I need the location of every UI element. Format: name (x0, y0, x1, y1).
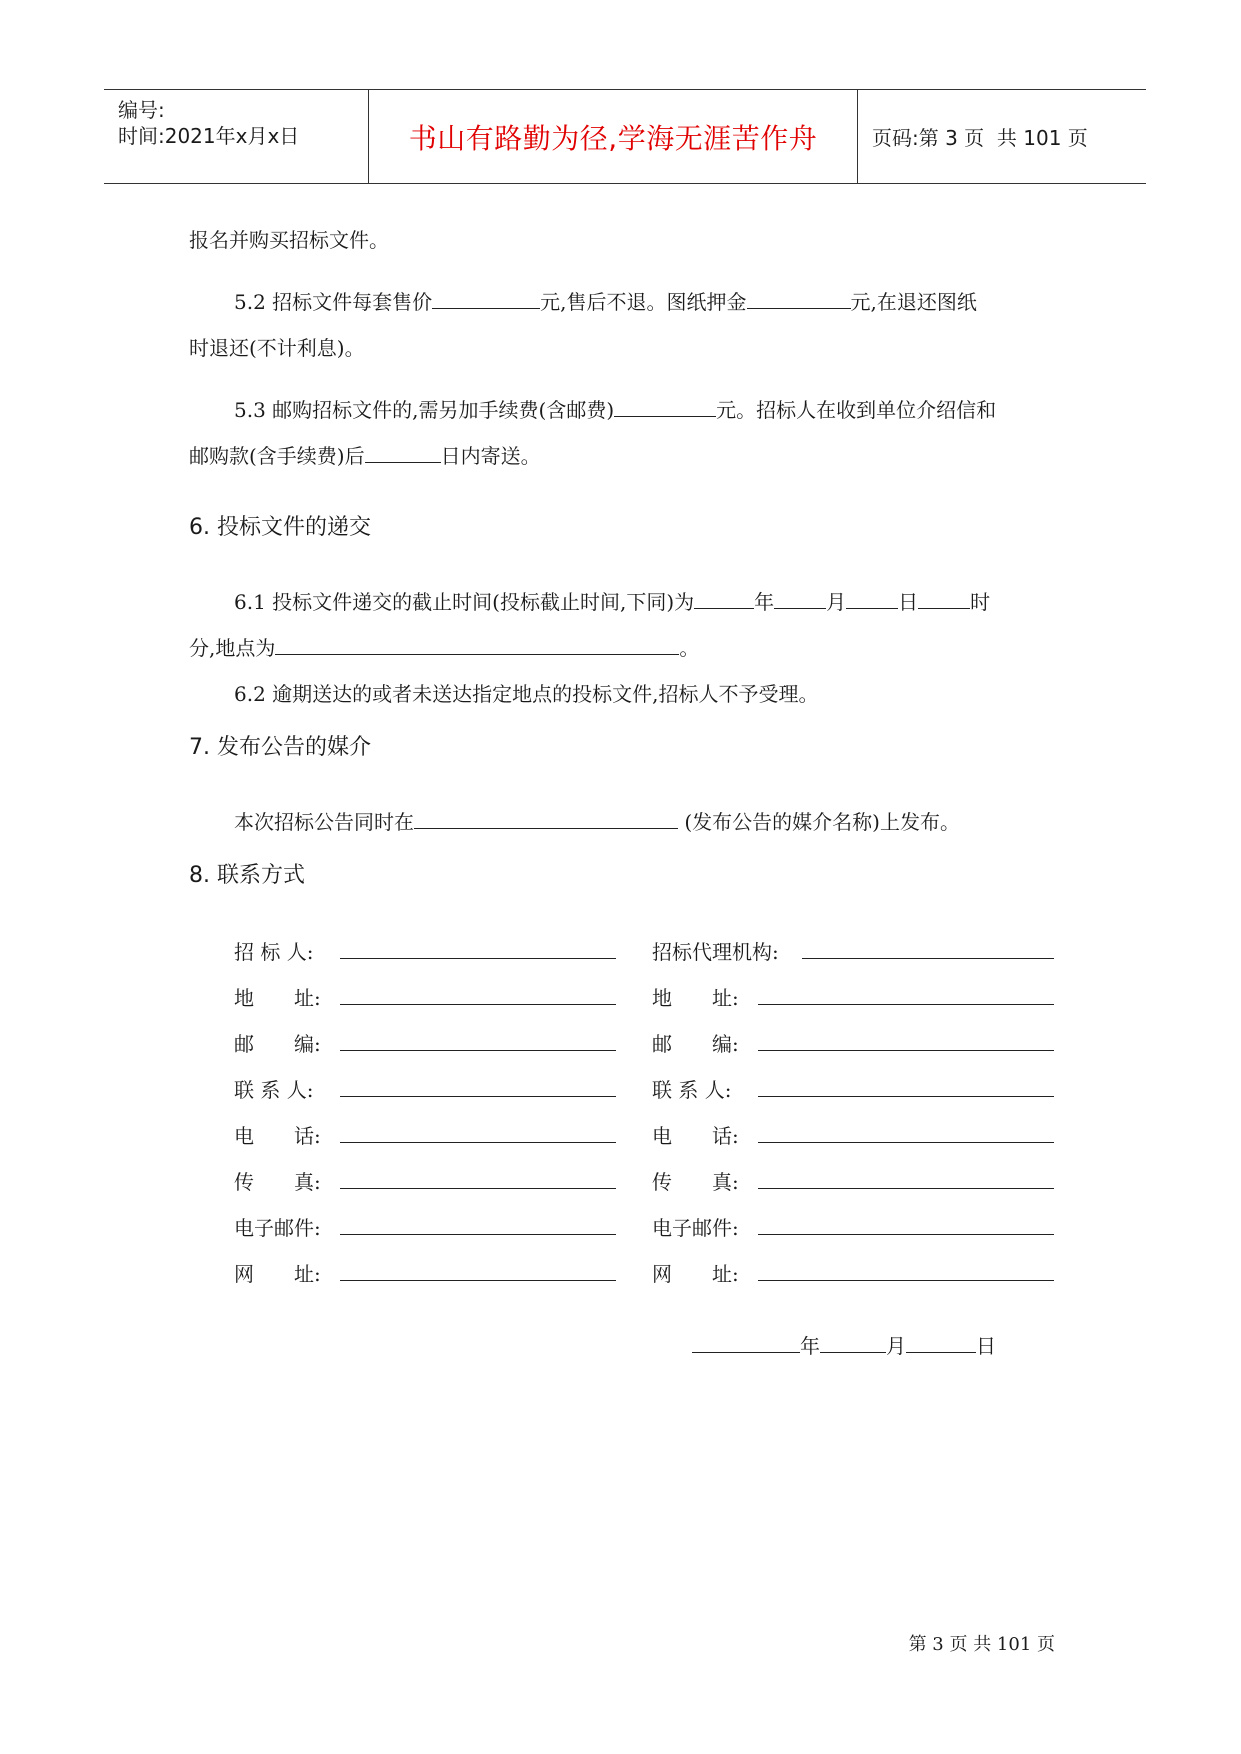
section-heading-6: 6. 投标文件的递交 (189, 515, 371, 540)
deadline-month-blank[interactable] (774, 588, 826, 609)
contact-left-row (234, 1074, 616, 1103)
contact-left-label: 传 真: (234, 1170, 321, 1194)
contact-right-row (652, 982, 1054, 1011)
p52-text-a: 5.2 招标文件每套售价 (234, 290, 433, 314)
contact-right-row (652, 1212, 1054, 1241)
p61-month: 月 (826, 590, 847, 614)
paragraph-5-3-cont (189, 442, 541, 470)
contact-right-field[interactable] (758, 984, 1054, 1005)
contact-left-row (234, 1120, 616, 1149)
contact-left-field[interactable] (340, 938, 616, 959)
deadline-year-blank[interactable] (694, 588, 754, 609)
section-heading-7: 7. 发布公告的媒介 (189, 735, 371, 760)
contact-right-row (652, 936, 1054, 965)
paragraph-5-2 (234, 288, 977, 316)
sign-year-blank[interactable] (692, 1332, 800, 1353)
page-header (104, 89, 1146, 184)
contact-left-label: 电子邮件: (234, 1216, 321, 1240)
sign-month: 月 (886, 1334, 906, 1358)
contact-right-row (652, 1028, 1054, 1057)
signature-date (692, 1330, 996, 1359)
fee-blank[interactable] (614, 396, 716, 417)
contact-right-field[interactable] (758, 1122, 1054, 1143)
p53-text-c: 邮购款(含手续费)后 (189, 444, 365, 468)
media-blank[interactable] (414, 808, 678, 829)
price-blank[interactable] (432, 288, 540, 309)
contact-right-field[interactable] (758, 1168, 1054, 1189)
contact-right-label: 电 话: (652, 1124, 739, 1148)
p61-day: 日 (898, 590, 919, 614)
contact-right-row (652, 1120, 1054, 1149)
contact-left-field[interactable] (340, 1122, 616, 1143)
p52-text-b: 元,售后不退。图纸押金 (540, 290, 747, 314)
contact-right-label: 邮 编: (652, 1032, 739, 1056)
header-slogan-cell (368, 90, 858, 183)
p53-text-d: 日内寄送。 (440, 444, 541, 468)
sign-year: 年 (800, 1334, 820, 1358)
contact-right-row (652, 1074, 1054, 1103)
contact-left-row (234, 1166, 616, 1195)
header-page-cell (858, 90, 1146, 183)
contact-left-row (234, 982, 616, 1011)
contact-right-label: 电子邮件: (652, 1216, 739, 1240)
contact-right-label: 传 真: (652, 1170, 739, 1194)
page-footer: 第 3 页 共 101 页 (908, 1634, 1055, 1655)
p61-text-b: 分,地点为 (189, 636, 276, 660)
sign-day-blank[interactable] (906, 1332, 976, 1353)
header-slogan: 书山有路勤为径,学海无涯苦作舟 (408, 121, 818, 155)
paragraph-5-1-tail: 报名并购买招标文件。 (189, 228, 389, 252)
deadline-hour-blank[interactable] (918, 588, 970, 609)
contact-right-field[interactable] (758, 1076, 1054, 1097)
paragraph-6-2: 6.2 逾期送达的或者未送达指定地点的投标文件,招标人不予受理。 (234, 682, 819, 706)
contact-left-field[interactable] (340, 1168, 616, 1189)
p52-text-c: 元,在退还图纸 (850, 290, 977, 314)
sign-month-blank[interactable] (820, 1332, 886, 1353)
contact-left-label: 邮 编: (234, 1032, 321, 1056)
contact-right-label: 联 系 人: (652, 1078, 732, 1102)
contact-left-row (234, 936, 616, 965)
p7-text-a: 本次招标公告同时在 (234, 810, 414, 834)
deadline-day-blank[interactable] (846, 588, 898, 609)
contact-left-label: 电 话: (234, 1124, 321, 1148)
paragraph-6-1-cont (189, 634, 699, 662)
contact-right-field[interactable] (758, 1260, 1054, 1281)
contact-left-row (234, 1028, 616, 1057)
header-page-number: 页码:第 3 页 共 101 页 (872, 126, 1088, 150)
contact-left-label: 联 系 人: (234, 1078, 314, 1102)
paragraph-7 (234, 808, 960, 836)
document-number-label: 编号: (118, 98, 165, 122)
section-heading-8: 8. 联系方式 (189, 863, 305, 888)
days-blank[interactable] (365, 442, 441, 463)
contact-right-label: 地 址: (652, 986, 739, 1010)
paragraph-6-1 (234, 588, 990, 616)
contact-right-row (652, 1258, 1054, 1287)
contact-left-row (234, 1212, 616, 1241)
p53-text-a: 5.3 邮购招标文件的,需另加手续费(含邮费) (234, 398, 615, 422)
p61-end: 。 (679, 636, 700, 660)
paragraph-5-2-cont: 时退还(不计利息)。 (189, 336, 365, 360)
contact-right-field[interactable] (802, 938, 1054, 959)
p61-text-a: 6.1 投标文件递交的截止时间(投标截止时间,下同)为 (234, 590, 695, 614)
location-blank[interactable] (275, 634, 679, 655)
p61-year: 年 (754, 590, 775, 614)
contact-right-field[interactable] (758, 1214, 1054, 1235)
contact-right-label: 招标代理机构: (652, 940, 779, 964)
contact-left-field[interactable] (340, 984, 616, 1005)
document-time-label: 时间:2021年x月x日 (118, 124, 300, 148)
contact-left-row (234, 1258, 616, 1287)
contact-left-field[interactable] (340, 1030, 616, 1051)
contact-left-field[interactable] (340, 1076, 616, 1097)
contact-left-label: 网 址: (234, 1262, 321, 1286)
contact-left-field[interactable] (340, 1260, 616, 1281)
contact-left-field[interactable] (340, 1214, 616, 1235)
paragraph-5-3 (234, 396, 996, 424)
contact-left-label: 招 标 人: (234, 940, 314, 964)
contact-right-field[interactable] (758, 1030, 1054, 1051)
contact-left-label: 地 址: (234, 986, 321, 1010)
sign-day: 日 (976, 1334, 996, 1358)
contact-right-label: 网 址: (652, 1262, 739, 1286)
deposit-blank[interactable] (747, 288, 851, 309)
header-meta (104, 90, 368, 183)
p61-hour: 时 (970, 590, 991, 614)
p7-text-b: (发布公告的媒介名称)上发布。 (678, 810, 960, 834)
p53-text-b: 元。招标人在收到单位介绍信和 (716, 398, 997, 422)
contact-right-row (652, 1166, 1054, 1195)
